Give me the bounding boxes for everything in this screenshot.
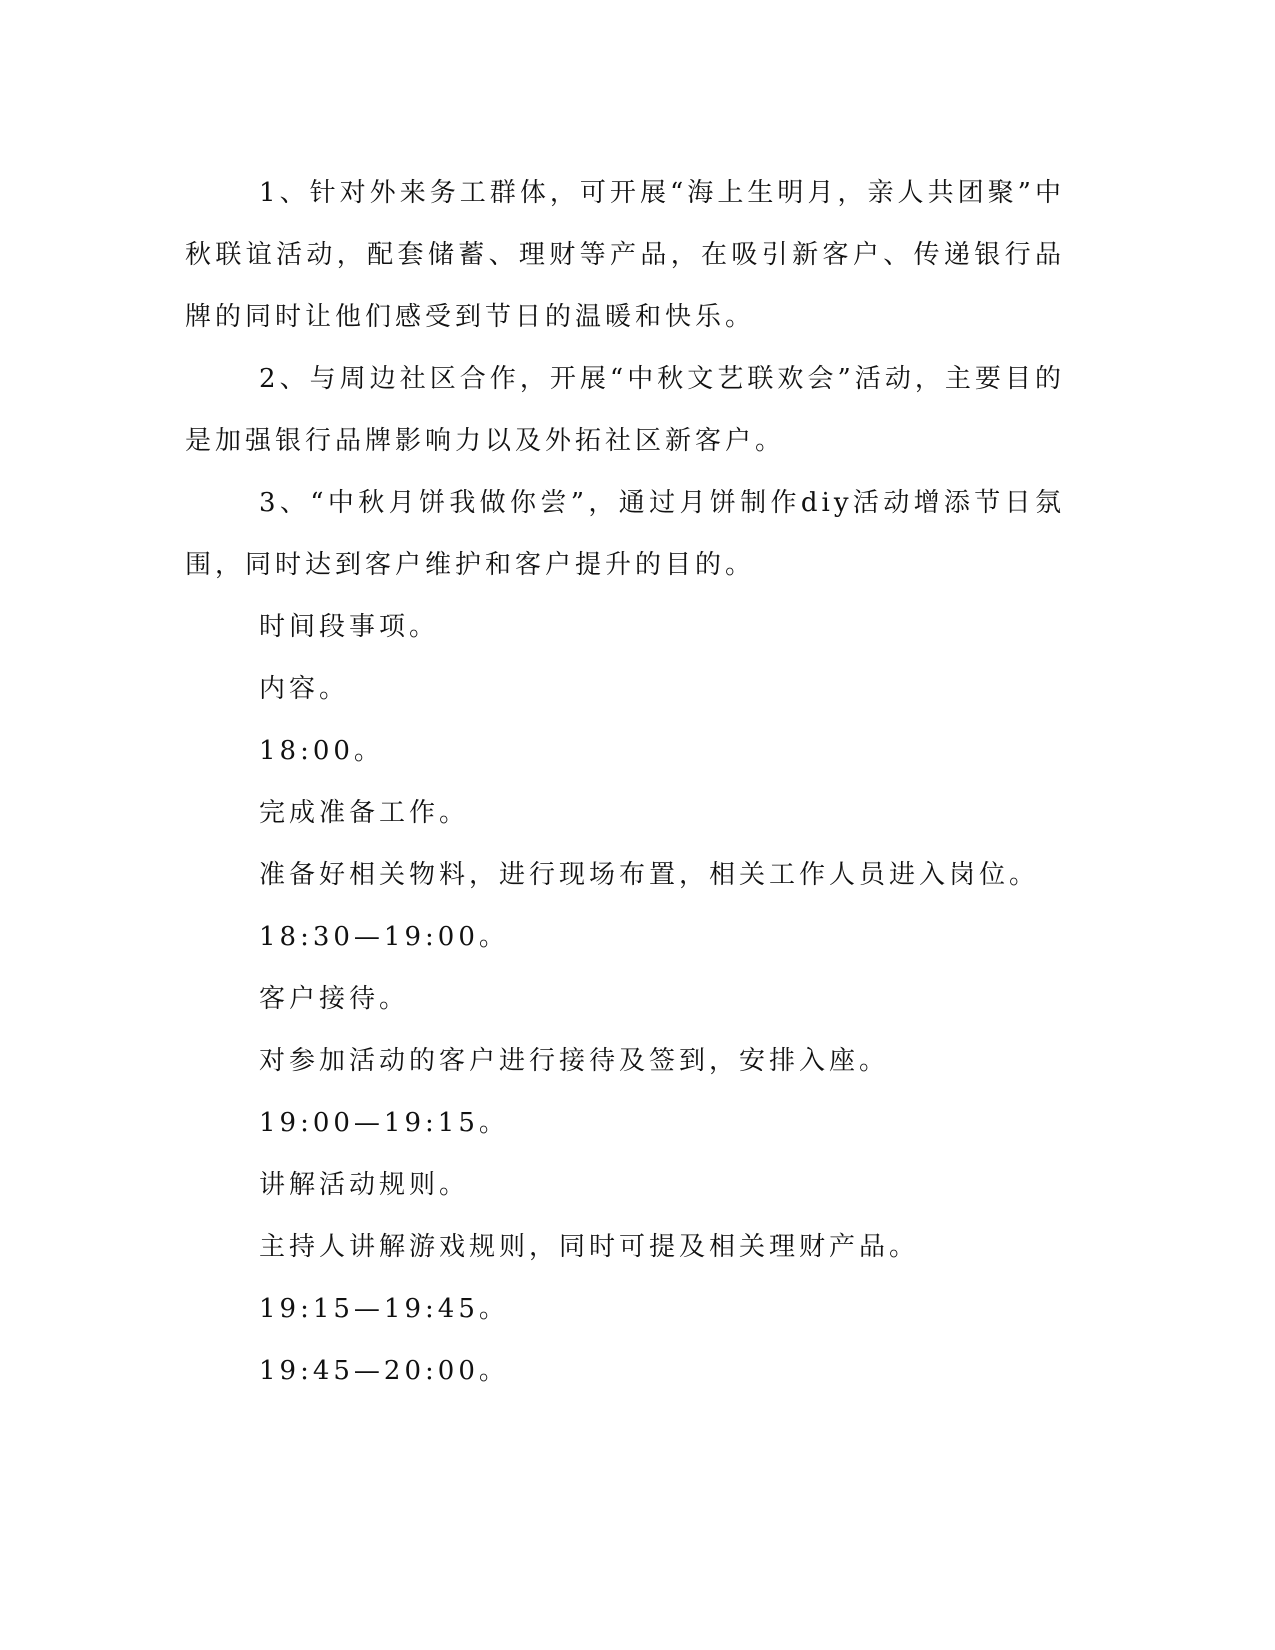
schedule-line: 主持人讲解游戏规则，同时可提及相关理财产品。	[259, 1232, 920, 1262]
paragraph-item-3: 3、“中秋月饼我做你尝”，通过月饼制作diy活动增添节日氛围，同时达到客户维护和客户提升的目的。	[185, 488, 1065, 580]
schedule-line: 准备好相关物料，进行现场布置，相关工作人员进入岗位。	[259, 860, 1040, 890]
schedule-line: 客户接待。	[259, 984, 410, 1014]
schedule-line: 完成准备工作。	[259, 798, 470, 828]
schedule-line: 时间段事项。	[259, 612, 440, 642]
paragraph-item-2: 2、与周边社区合作，开展“中秋文艺联欢会”活动，主要目的是加强银行品牌影响力以及外拓社区新客户。	[185, 364, 1065, 456]
schedule-line: 18:30—19:00。	[259, 922, 509, 952]
document-body	[185, 162, 1065, 1402]
schedule-line: 对参加活动的客户进行接待及签到，安排入座。	[259, 1046, 890, 1076]
schedule-line: 19:15—19:45。	[259, 1294, 509, 1324]
schedule-line: 18:00。	[259, 736, 384, 766]
schedule-line: 内容。	[259, 674, 350, 704]
schedule-line: 19:00—19:15。	[259, 1108, 509, 1138]
schedule-line: 讲解活动规则。	[259, 1170, 470, 1200]
schedule-line: 19:45—20:00。	[259, 1356, 509, 1386]
paragraph-item-1: 1、针对外来务工群体，可开展“海上生明月，亲人共团聚”中秋联谊活动，配套储蓄、理财等产品，在吸引新客户、传递银行品牌的同时让他们感受到节日的温暖和快乐。	[185, 178, 1065, 332]
